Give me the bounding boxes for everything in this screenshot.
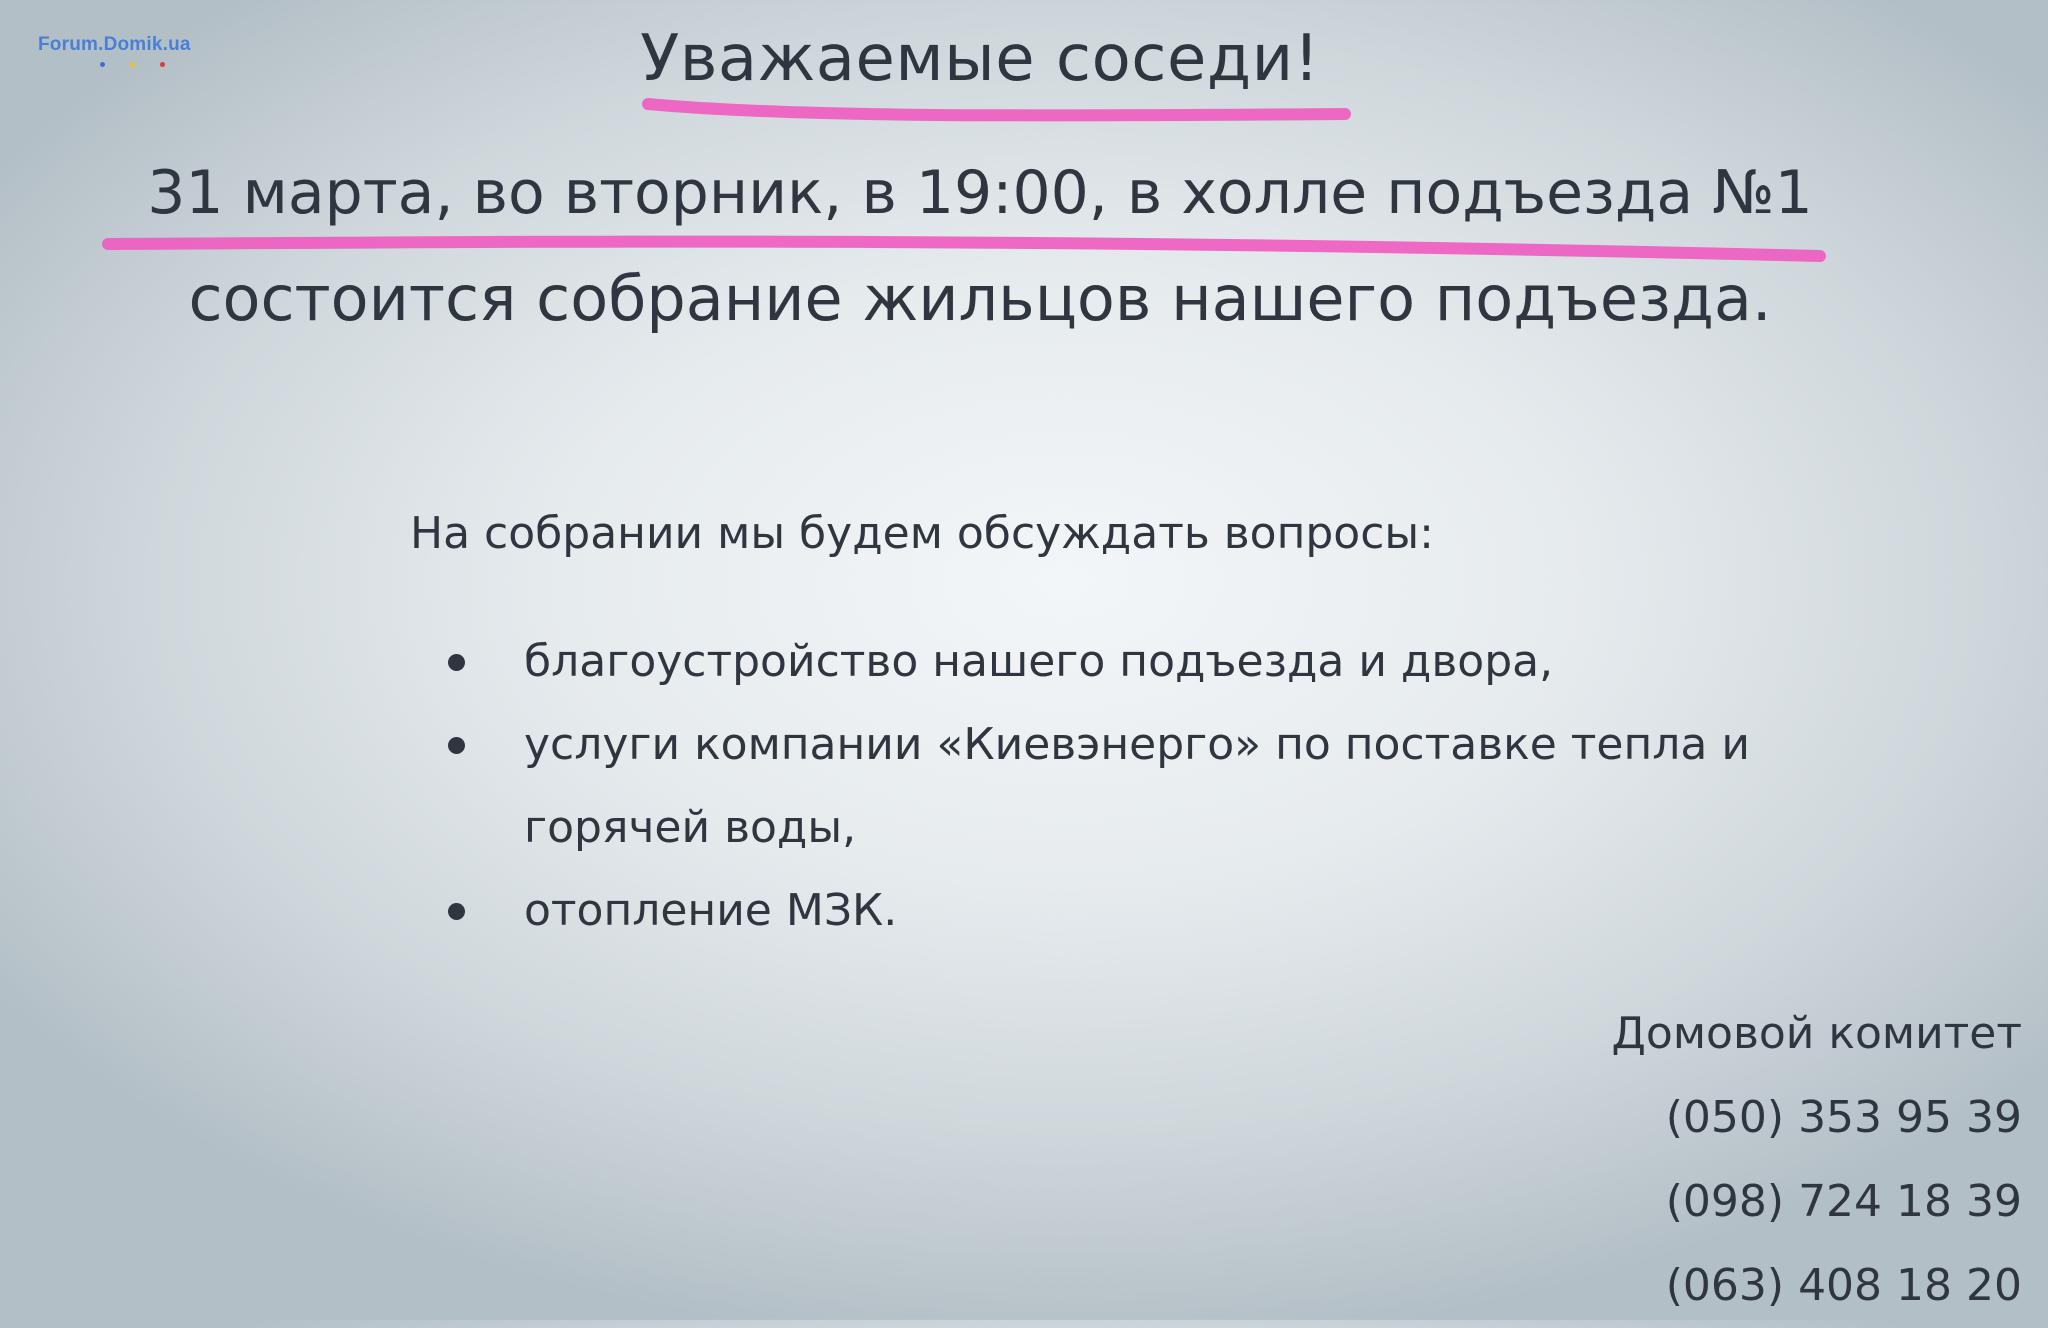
meeting-date-line: 31 марта, во вторник, в 19:00, в холле подъезда №1 — [147, 158, 1813, 228]
bullet-icon — [448, 654, 465, 671]
agenda-item — [448, 703, 1868, 869]
phone-number: (063) 408 18 20 — [1665, 1260, 2022, 1311]
committee-signature: Домовой комитет — [1611, 1008, 2022, 1059]
meeting-subtitle: состоится собрание жильцов нашего подъезда. — [188, 262, 1772, 335]
phone-number: (050) 353 95 39 — [1665, 1092, 2022, 1143]
agenda-intro: На собрании мы будем обсуждать вопросы: — [410, 508, 1434, 559]
agenda-item-text: благоустройство нашего подъезда и двора, — [524, 636, 1554, 687]
agenda-item-text: отопление МЗК. — [524, 885, 898, 936]
agenda-list — [448, 620, 1868, 952]
notice-title: Уважаемые соседи! — [640, 22, 1320, 96]
bullet-icon — [448, 903, 465, 920]
phone-number: (098) 724 18 39 — [1665, 1176, 2022, 1227]
agenda-item — [448, 620, 1868, 703]
title-highlight-stroke — [648, 104, 1345, 115]
contact-block — [1612, 992, 2022, 1328]
date-highlight-stroke — [108, 242, 1820, 256]
bullet-icon — [448, 737, 465, 754]
agenda-item-text: услуги компании «Киевэнерго» по поставке тепла и горячей воды, — [524, 719, 1750, 853]
agenda-item — [448, 869, 1868, 952]
watermark-logo: Forum.Domik.ua — [38, 34, 191, 55]
